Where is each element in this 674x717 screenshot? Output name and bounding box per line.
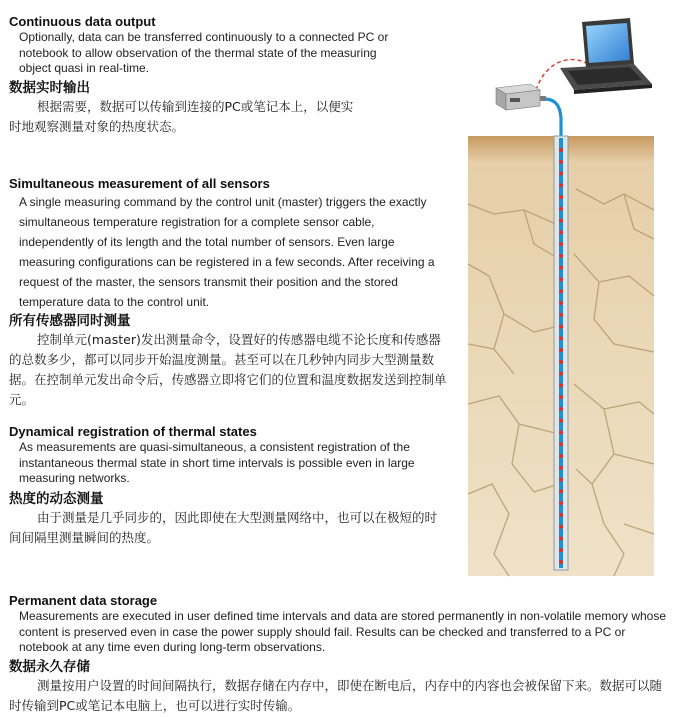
sensor-point [559,266,563,270]
text-permanent-storage-cn: 测量按用户设置的时间间隔执行，数据存储在内存中，即使在断电后，内存中的内容也会被保留下来。数据可以随时传输到PC或笔记本电脑上，也可以进行实时传输。 [9,677,663,713]
sensor-point [559,254,563,258]
heading-dynamical-registration: Dynamical registration of thermal states [9,424,257,439]
sensor-point [559,160,563,164]
sensor-point [559,171,563,175]
sensor-point [559,525,563,529]
text-continuous-output-cn: 根据需要，数据可以传输到连接的PC或笔记本上，以便实时地观察测量对象的热度状态。 [9,98,354,134]
sensor-point [559,325,563,329]
sensor-point [559,301,563,305]
sensor-point [559,407,563,411]
section-simultaneous-measurement [9,176,459,410]
sensor-point [559,360,563,364]
control-unit-icon [496,84,546,110]
text-dynamical-registration-cn: 由于测量是几乎同步的，因此即使在大型测量网络中，也可以在极短的时间间隔里测量瞬间的热度。 [9,509,438,545]
sensor-point [559,336,563,340]
text-dynamical-registration-en: As measurements are quasi-simultaneous, a consistent registration of the instantaneous thermal state in short time intervals is possible even in large measuring networks. [19,440,415,485]
heading-simultaneous-measurement-cn: 所有传感器同时测量 [9,313,131,329]
sensor-point [559,395,563,399]
sensor-point [559,348,563,352]
section-continuous-output [9,14,449,137]
sensor-point [559,242,563,246]
text-continuous-output-en: Optionally, data can be transferred continuously to a connected PC or notebook to allow observation of the thermal state of the measuring object quasi in real-time. [19,30,389,75]
text-simultaneous-measurement-en: A single measuring command by the control unit (master) triggers the exactly simultaneous temperature registration for a complete sensor cable, independently of its length and the total number of sensors. Even large measuring configurations can be registered in a few seconds. After receiving a request of the master, the sensors transmit their position and the stored temperature data to the control unit. [19,195,435,309]
sensor-point [559,230,563,234]
heading-permanent-storage: Permanent data storage [9,593,158,608]
heading-simultaneous-measurement: Simultaneous measurement of all sensors [9,176,270,191]
sensor-point [559,289,563,293]
sensor-system-illustration [464,14,668,580]
sensor-point [559,383,563,387]
sensor-point [559,195,563,199]
heading-continuous-output-cn: 数据实时输出 [9,79,90,96]
sensor-point [559,277,563,281]
sensor-point [559,454,563,458]
sensor-point [559,207,563,211]
sensor-point [559,466,563,470]
sensor-point [559,183,563,187]
sensor-point [559,313,563,317]
sensor-point [559,489,563,493]
text-simultaneous-measurement-cn: 控制单元(master)发出测量命令，设置好的传感器电缆不论长度和传感器的总数多少，都可以同步开始温度测量。甚至可以在几秒钟内同步大型测量数据。在控制单元发出命令后，传感器立即将它们的位置和温度数据发送到控制单元。 [9,332,447,407]
sensor-point [559,419,563,423]
section-permanent-storage [9,593,669,716]
laptop-icon [560,18,652,94]
sensor-point [559,430,563,434]
sensor-cable-icon [546,99,561,138]
sensor-point [559,148,563,152]
sensor-point [559,442,563,446]
sensor-point [559,501,563,505]
sensor-point [559,513,563,517]
sensor-point [559,219,563,223]
heading-dynamical-registration-cn: 热度的动态测量 [9,490,104,507]
sensor-point [559,372,563,376]
heading-permanent-storage-cn: 数据永久存储 [9,658,90,675]
sensor-point [559,548,563,552]
section-dynamical-registration [9,424,449,548]
heading-continuous-output: Continuous data output [9,14,156,29]
text-permanent-storage-en: Measurements are executed in user defined time intervals and data are stored permanently in non-volatile memory whose content is preserved even in case the power supply should fail. Results can be checked and transferred to a PC or notebook at any time even during long-term observations. [19,609,667,654]
sensor-point [559,560,563,564]
sensor-point [559,536,563,540]
sensor-point [559,478,563,482]
